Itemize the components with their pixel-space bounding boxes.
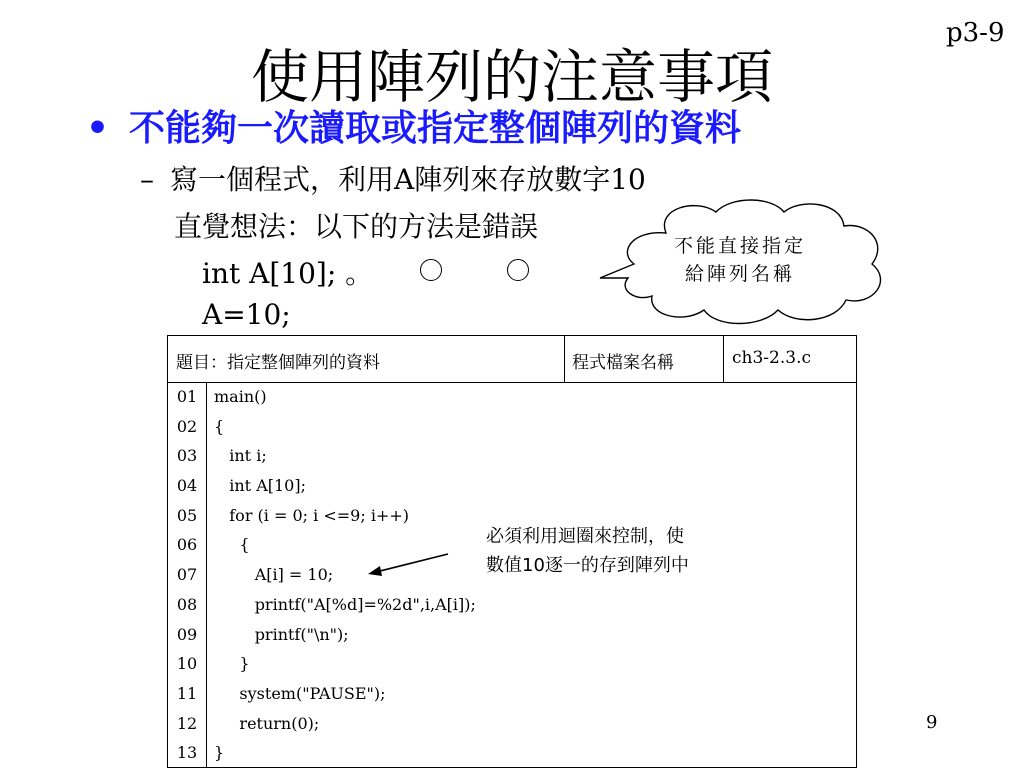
dash-icon: – — [140, 163, 154, 196]
code-annotation — [486, 522, 689, 580]
slide-title: 使用陣列的注意事項 — [250, 43, 773, 111]
slide-number: 9 — [926, 712, 938, 733]
line-number: 07 — [176, 565, 198, 585]
code-line — [168, 441, 856, 471]
file-label: 程式檔案名稱 — [572, 353, 674, 373]
line-number: 08 — [176, 594, 198, 614]
line-number: 11 — [176, 683, 198, 703]
line-number: 01 — [176, 387, 198, 406]
header-divider — [723, 336, 724, 382]
annotation-line-2: 數值10逐一的存到陣列中 — [486, 555, 689, 576]
code-table-header — [168, 336, 856, 383]
code-line — [168, 649, 856, 679]
code-line — [168, 679, 856, 709]
code-text: { — [214, 535, 250, 555]
code-line — [168, 738, 856, 768]
page-reference: p3-9 — [946, 18, 1005, 48]
code-text: } — [214, 743, 225, 763]
code-text: main() — [214, 387, 267, 406]
code-text: { — [214, 416, 225, 436]
code-text: printf("\n"); — [214, 624, 349, 644]
callout-line-2: 給陣列名稱 — [684, 263, 795, 285]
code-line — [168, 382, 856, 412]
callout-text — [640, 232, 840, 288]
bullet-dot-icon: • — [86, 108, 110, 149]
code-line — [168, 590, 856, 620]
code-text: int A[10]; — [214, 476, 306, 496]
body-line-2: int A[10]; 。 — [202, 257, 374, 290]
line-number: 12 — [176, 713, 198, 733]
callout-line-1: 不能直接指定 — [673, 235, 806, 257]
line-number: 09 — [176, 624, 198, 644]
annotation-line-1: 必須利用迴圈來控制，使 — [486, 526, 684, 547]
line-number: 10 — [176, 654, 198, 674]
file-name: ch3-2.3.c — [732, 348, 811, 368]
code-title: 題目：指定整個陣列的資料 — [176, 353, 380, 373]
code-line — [168, 471, 856, 501]
header-divider — [564, 336, 565, 382]
code-text: return(0); — [214, 713, 320, 733]
code-text: printf("A[%d]=%2d",i,A[i]); — [214, 594, 476, 614]
body-line-1: 直覺想法：以下的方法是錯誤 — [174, 210, 539, 243]
body-line-3: A=10; — [202, 298, 291, 331]
line-number: 06 — [176, 535, 198, 555]
line-number: 05 — [176, 505, 198, 525]
code-line — [168, 412, 856, 442]
main-bullet — [86, 100, 741, 151]
code-text: system("PAUSE"); — [214, 683, 386, 703]
line-number: 13 — [176, 743, 198, 763]
main-bullet-text: 不能夠一次讀取或指定整個陣列的資料 — [129, 108, 742, 149]
code-text: int i; — [214, 446, 267, 466]
code-text: for (i = 0; i <=9; i++) — [214, 505, 409, 525]
code-line — [168, 620, 856, 650]
sub-bullet — [140, 158, 646, 198]
arrow-icon — [366, 550, 450, 580]
line-number: 02 — [176, 416, 198, 436]
code-text: } — [214, 654, 250, 674]
circle-icon — [507, 259, 529, 281]
line-number: 04 — [176, 476, 198, 496]
line-number: 03 — [176, 446, 198, 466]
code-line — [168, 709, 856, 739]
sub-bullet-text: 寫一個程式，利用A陣列來存放數字10 — [170, 163, 646, 196]
code-text: A[i] = 10; — [214, 565, 334, 585]
circle-icon — [420, 259, 442, 281]
